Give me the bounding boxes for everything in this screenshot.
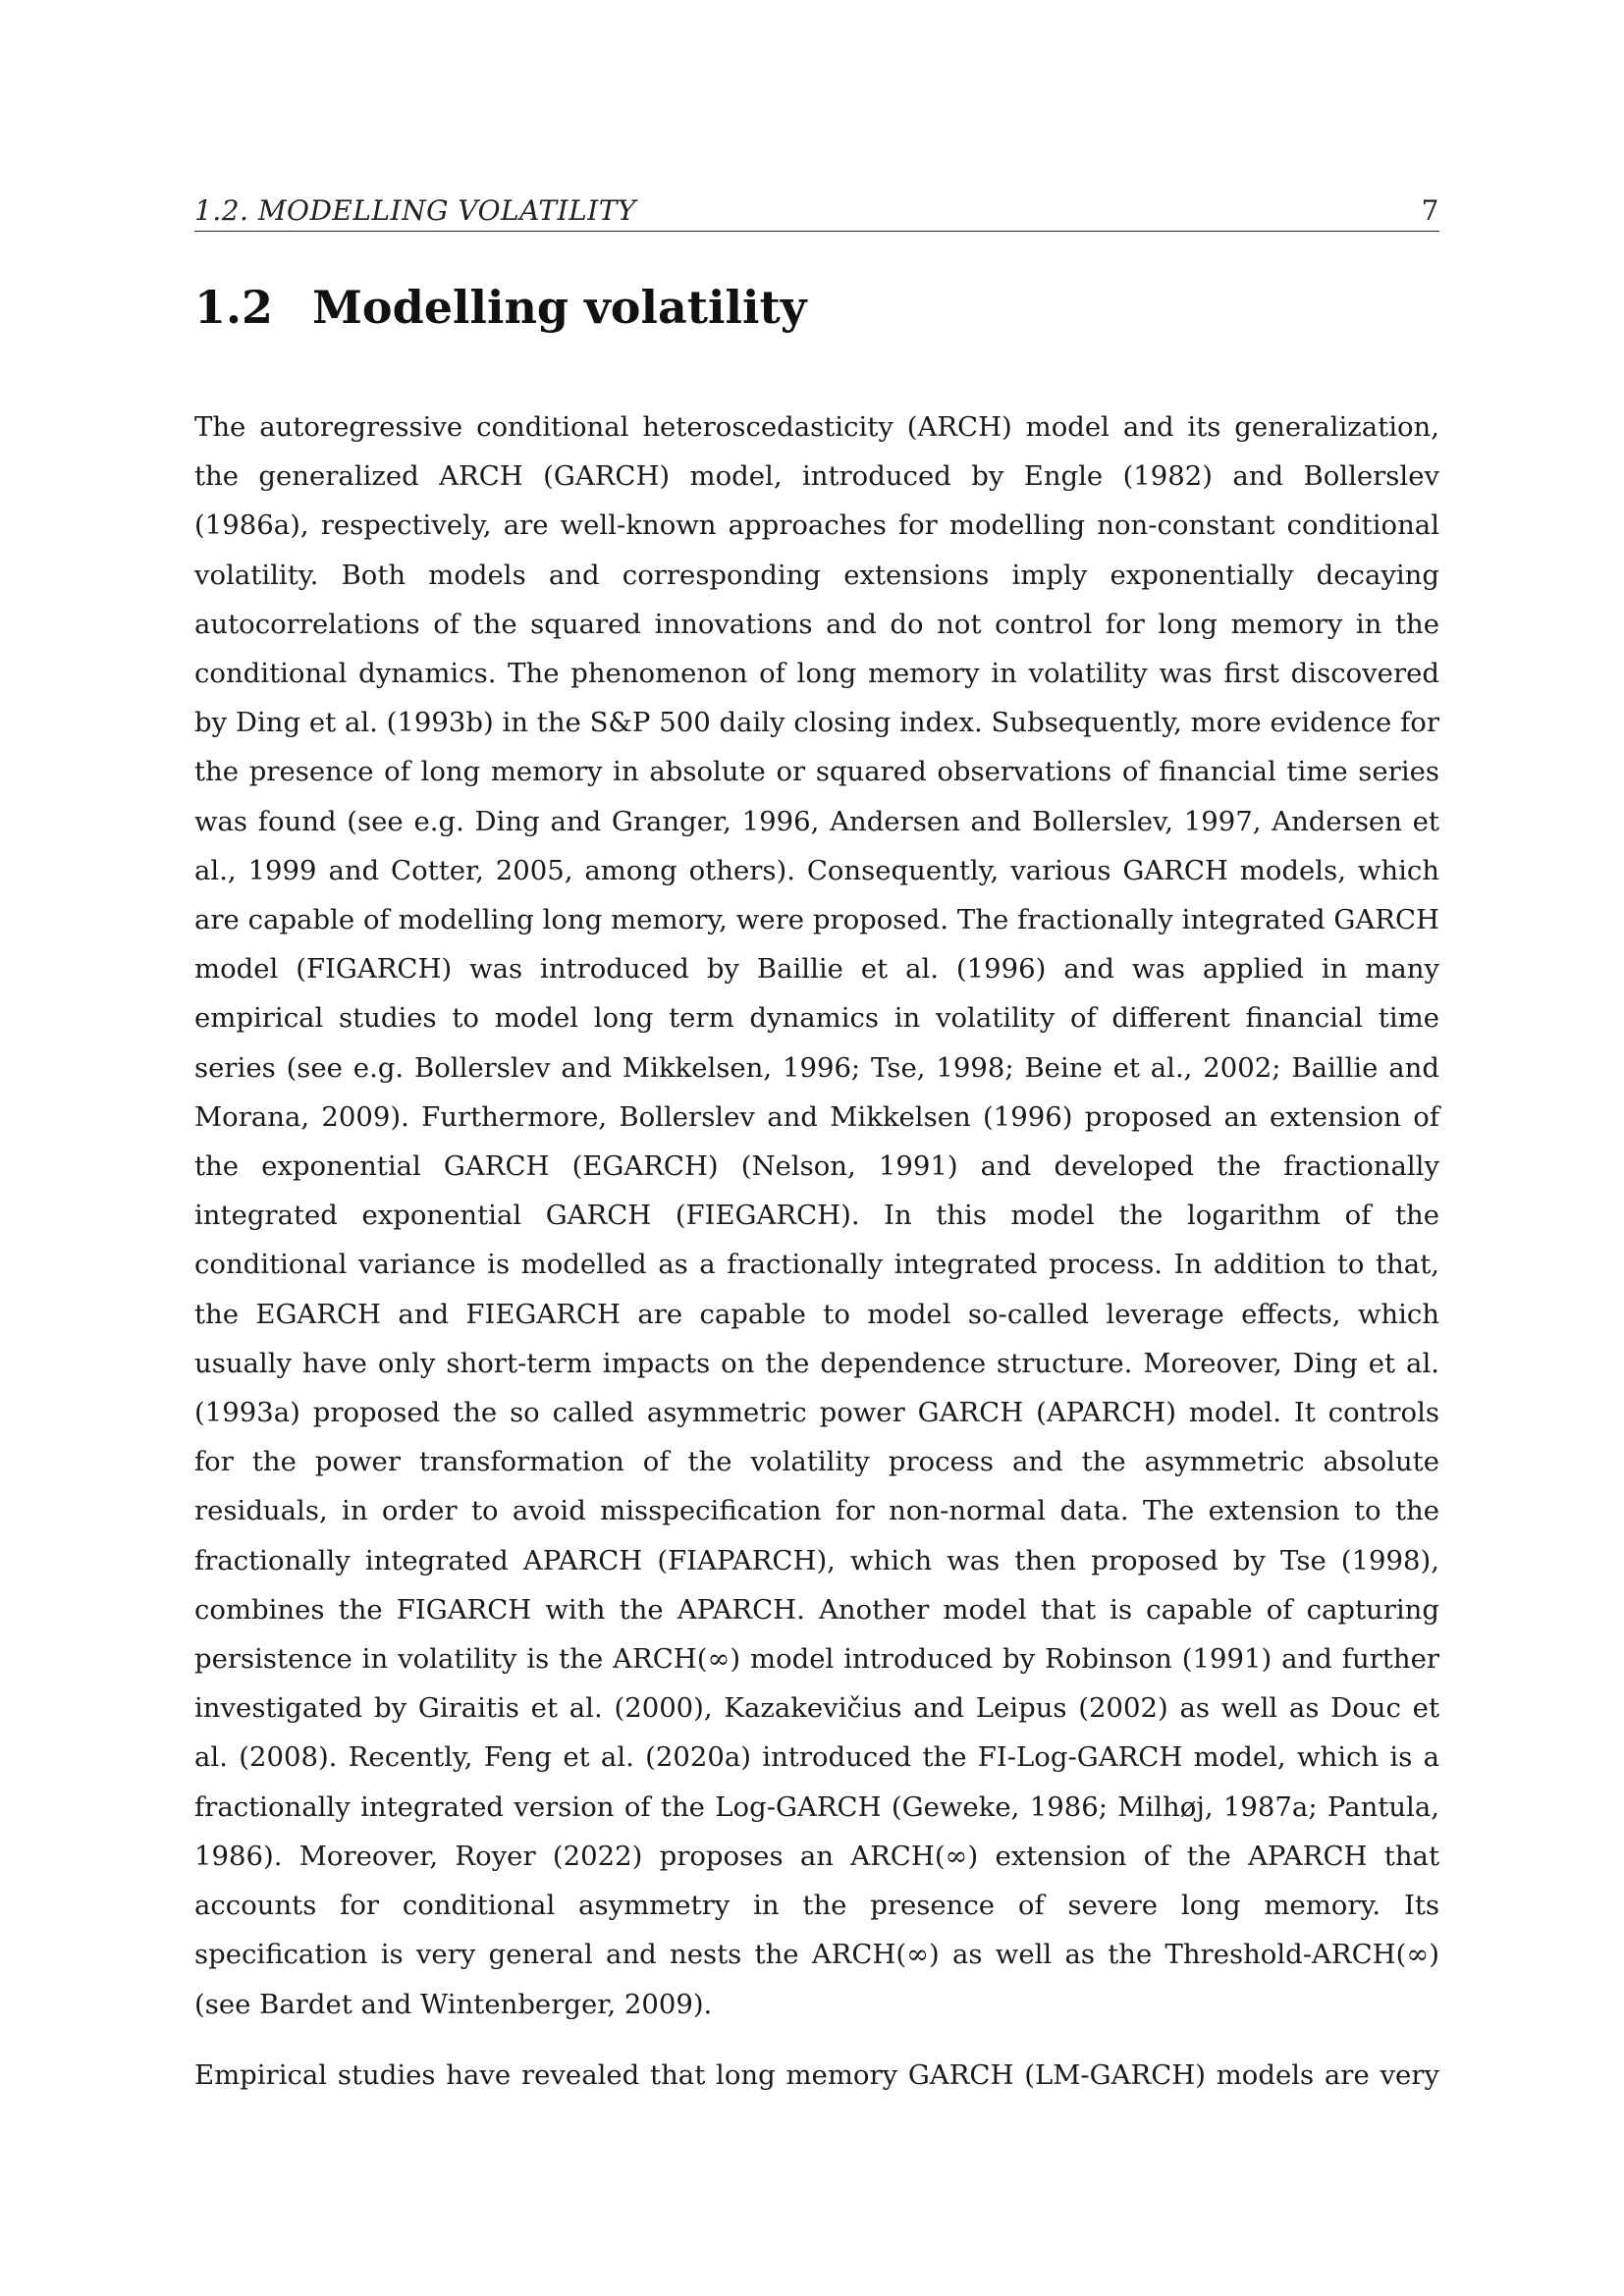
running-header xyxy=(194,192,1439,232)
section-number: 1.2 xyxy=(194,281,274,334)
section-title: Modelling volatility xyxy=(312,281,807,334)
body-text xyxy=(194,402,1439,2100)
running-title: 1.2. MODELLING VOLATILITY xyxy=(194,194,636,227)
paragraph: Empirical studies have revealed that long memory GARCH (LM-GARCH) models are very xyxy=(194,2058,1439,2091)
paragraph: The autoregressive conditional heteroscedasticity (ARCH) model and its generalization, the generalized ARCH (GARCH) model, introduced by Engle (1982) and Bollerslev (1986a), respectively, are well-known approaches for modelling non-constant conditional volatility. Both models and corresponding extensions imply exponentially decaying autocorrelations of the squared innovations and do not control for long memory in the conditional dynamics. The phenomenon of long memory in volatility was first discovered by Ding et al. (1993b) in the S&P 500 daily closing index. Subsequently, more evidence for the presence of long memory in absolute or squared observations of financial time series was found (see e.g. Ding and Granger, 1996, Andersen and Bollerslev, 1997, Andersen et al., 1999 and Cotter, 2005, among others). Consequently, various GARCH models, which are capable of modelling long memory, were proposed. The fractionally integrated GARCH model (FIGARCH) was introduced by Baillie et al. (1996) and was applied in many empirical studies to model long term dynamics in volatility of different financial time series (see e.g. Bollerslev and Mikkelsen, 1996; Tse, 1998; Beine et al., 2002; Baillie and Morana, 2009). Furthermore, Bollerslev and Mikkelsen (1996) proposed an extension of the exponential GARCH (EGARCH) (Nelson, 1991) and developed the fractionally integrated exponential GARCH (FIEGARCH). In this model the logarithm of the conditional variance is modelled as a fractionally integrated process. In addition to that, the EGARCH and FIEGARCH are capable to model so-called leverage effects, which usually have only short-term impacts on the dependence structure. Moreover, Ding et al. (1993a) proposed the so called asymmetric power GARCH (APARCH) model. It controls for the power transformation of the volatility process and the asymmetric absolute residuals, in order to avoid misspecification for non-normal data. The extension to the fractionally integrated APARCH (FIAPARCH), which was then proposed by Tse (1998), combines the FIGARCH with the APARCH. Another model that is capable of capturing persistence in volatility is the ARCH(∞) model introduced by Robinson (1991) and further investigated by Giraitis et al. (2000), Kazakevičius and Leipus (2002) as well as Douc et al. (2008). Recently, Feng et al. (2020a) introduced the FI-Log-GARCH model, which is a fractionally integrated version of the Log-GARCH (Geweke, 1986; Milhøj, 1987a; Pantula, 1986). Moreover, Royer (2022) proposes an ARCH(∞) extension of the APARCH that accounts for conditional asymmetry in the presence of severe long memory. Its specification is very general and nests the ARCH(∞) as well as the Threshold-ARCH(∞) (see Bardet and Wintenberger, 2009). xyxy=(194,411,1439,2020)
section-heading xyxy=(194,281,806,334)
page-number: 7 xyxy=(1421,194,1439,227)
